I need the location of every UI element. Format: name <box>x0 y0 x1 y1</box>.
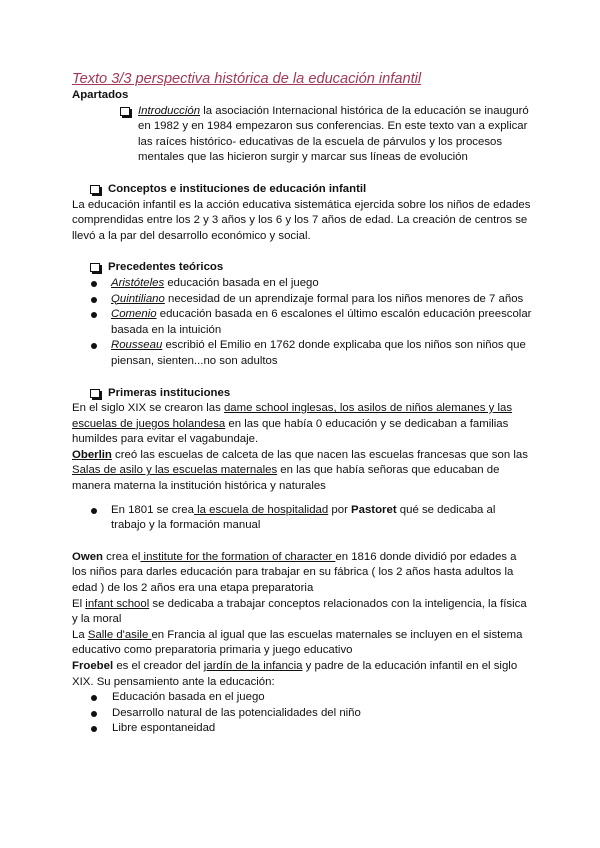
intro-text <box>138 104 532 166</box>
author-name: Comenio <box>111 308 157 321</box>
checkbox-icon <box>120 107 130 116</box>
list-item <box>72 292 532 308</box>
text-run: crea el <box>103 550 141 563</box>
list-item-text: Desarrollo natural de las potencialidades del niño <box>112 706 361 719</box>
person-name: Oberlin <box>72 448 112 461</box>
document-title: Texto 3/3 perspectiva histórica de la educación infantil <box>72 71 422 87</box>
bullet-icon <box>91 281 97 287</box>
author-text: educación basada en 6 escalones el último escalón educación preescolar basada en la intuición <box>111 308 532 336</box>
bullet-icon <box>91 297 97 303</box>
precedentes-heading-text: Precedentes teóricos <box>108 261 224 274</box>
underlined-text: infant school <box>85 597 150 610</box>
list-item <box>72 721 532 737</box>
paragraph-siglo-xix <box>72 401 532 448</box>
text-run: creó las escuelas de calceta de las que nacen las escuelas francesas que son las <box>111 448 528 461</box>
conceptos-text: La educación infantil es la acción educativa sistemática ejercida sobre los niños de edades comprendidas entre los 2 y 3 años y los 6 y los 7 años de edad. La creación de centros se llevó a la par del desarrollo económico y social. <box>72 198 531 242</box>
conceptos-heading-text: Conceptos e instituciones de educación infantil <box>108 182 367 195</box>
text-run: es el creador del <box>113 660 204 672</box>
text-run: en las que había señoras que educaban de manera materna la institución histórica y naturales <box>72 464 500 493</box>
list-item <box>72 338 532 369</box>
primeras-heading-text: Primeras instituciones <box>108 386 231 399</box>
text-run: por <box>328 503 352 516</box>
bullet-icon <box>91 695 97 701</box>
text-run: y padre de la educación infantil en el siglo XIX. Su pensamiento ante la educación: <box>72 660 518 688</box>
list-item <box>72 276 532 292</box>
paragraph-froebel <box>72 659 532 690</box>
apartados-label: Apartados <box>72 89 129 101</box>
paragraph-infant-school <box>72 597 532 628</box>
author-text: escribió el Emilio en 1762 donde explicaba que los niños son niños que piensan, sienten...no son adultos <box>111 339 526 367</box>
author-text: necesidad de un aprendizaje formal para los niños menores de 7 años <box>164 292 524 305</box>
list-item <box>72 706 532 722</box>
text-run: La <box>72 628 88 641</box>
list-item <box>72 503 532 534</box>
intro-item <box>72 104 532 166</box>
bullet-icon <box>91 726 97 732</box>
bullet-icon <box>91 711 97 717</box>
list-item <box>72 690 532 706</box>
text-run: En el siglo XIX se crearon las <box>72 402 224 415</box>
author-name: Aristóteles <box>111 276 165 289</box>
bullet-icon <box>91 508 97 514</box>
underlined-text: Salle d'asile <box>87 628 152 641</box>
list-item-text: Educación basada en el juego <box>112 691 265 704</box>
author-text: educación basada en el juego <box>164 276 319 289</box>
person-name: Pastoret <box>351 503 397 516</box>
checkbox-icon <box>90 389 100 398</box>
text-run: en las que había 0 educación y se dedicaban a familias humildes para evitar el vagabundaje. <box>72 417 509 446</box>
paragraph-owen <box>72 550 532 597</box>
person-name: Owen <box>72 550 104 563</box>
primeras-heading <box>72 386 532 402</box>
conceptos-heading <box>72 182 532 198</box>
underlined-text: institute for the formation of character <box>140 550 336 563</box>
underlined-text: jardín de la infancia <box>203 660 303 672</box>
underlined-text: dame school inglesas, los asilos de niños alemanes y las escuelas de juegos holandesa <box>72 402 513 430</box>
text-run: se dedicaba a trabajar conceptos relacionados con la inteligencia, la física y la moral <box>72 597 527 626</box>
underlined-text: la escuela de hospitalidad <box>193 503 329 516</box>
document-body <box>72 70 532 737</box>
text-run: qué se dedicaba al trabajo y la formación manual <box>111 503 496 532</box>
precedentes-heading <box>72 260 532 276</box>
author-name: Quintiliano <box>111 292 165 305</box>
text-run: En 1801 se crea <box>111 503 194 516</box>
author-name: Rousseau <box>111 339 163 352</box>
intro-term: Introducción <box>138 104 201 117</box>
bullet-icon <box>91 343 97 349</box>
text-run: en Francia al igual que las escuelas maternales se incluyen en el sistema educativo como preparatoria primaria y juego educativo <box>72 628 523 657</box>
text-run: en 1816 donde dividió por edades a los niños para darles educación para trabajar en su fábrica ( los 2 años hasta adultos la edad ) de los 2 años era una etapa preparatoria <box>72 550 517 595</box>
list-item <box>72 307 532 338</box>
text-run: El <box>72 597 86 610</box>
underlined-text: Salas de asilo y las escuelas maternales <box>72 464 278 477</box>
intro-body: la asociación Internacional histórica de la educación se inauguró en 1982 y en 1984 empezaron sus conferencias. En este texto van a explicar las raíces histórico- educativas de la escuela de párvulos y los procesos mentales que las hicieron surgir y marcar sus líneas de evolución <box>138 104 529 164</box>
paragraph-salle-dasile <box>72 628 532 659</box>
bullet-icon <box>91 312 97 318</box>
person-name: Froebel <box>72 660 114 672</box>
checkbox-icon <box>90 185 100 194</box>
checkbox-icon <box>90 263 100 272</box>
list-item-text: Libre espontaneidad <box>112 722 216 735</box>
paragraph-oberlin <box>72 448 532 495</box>
